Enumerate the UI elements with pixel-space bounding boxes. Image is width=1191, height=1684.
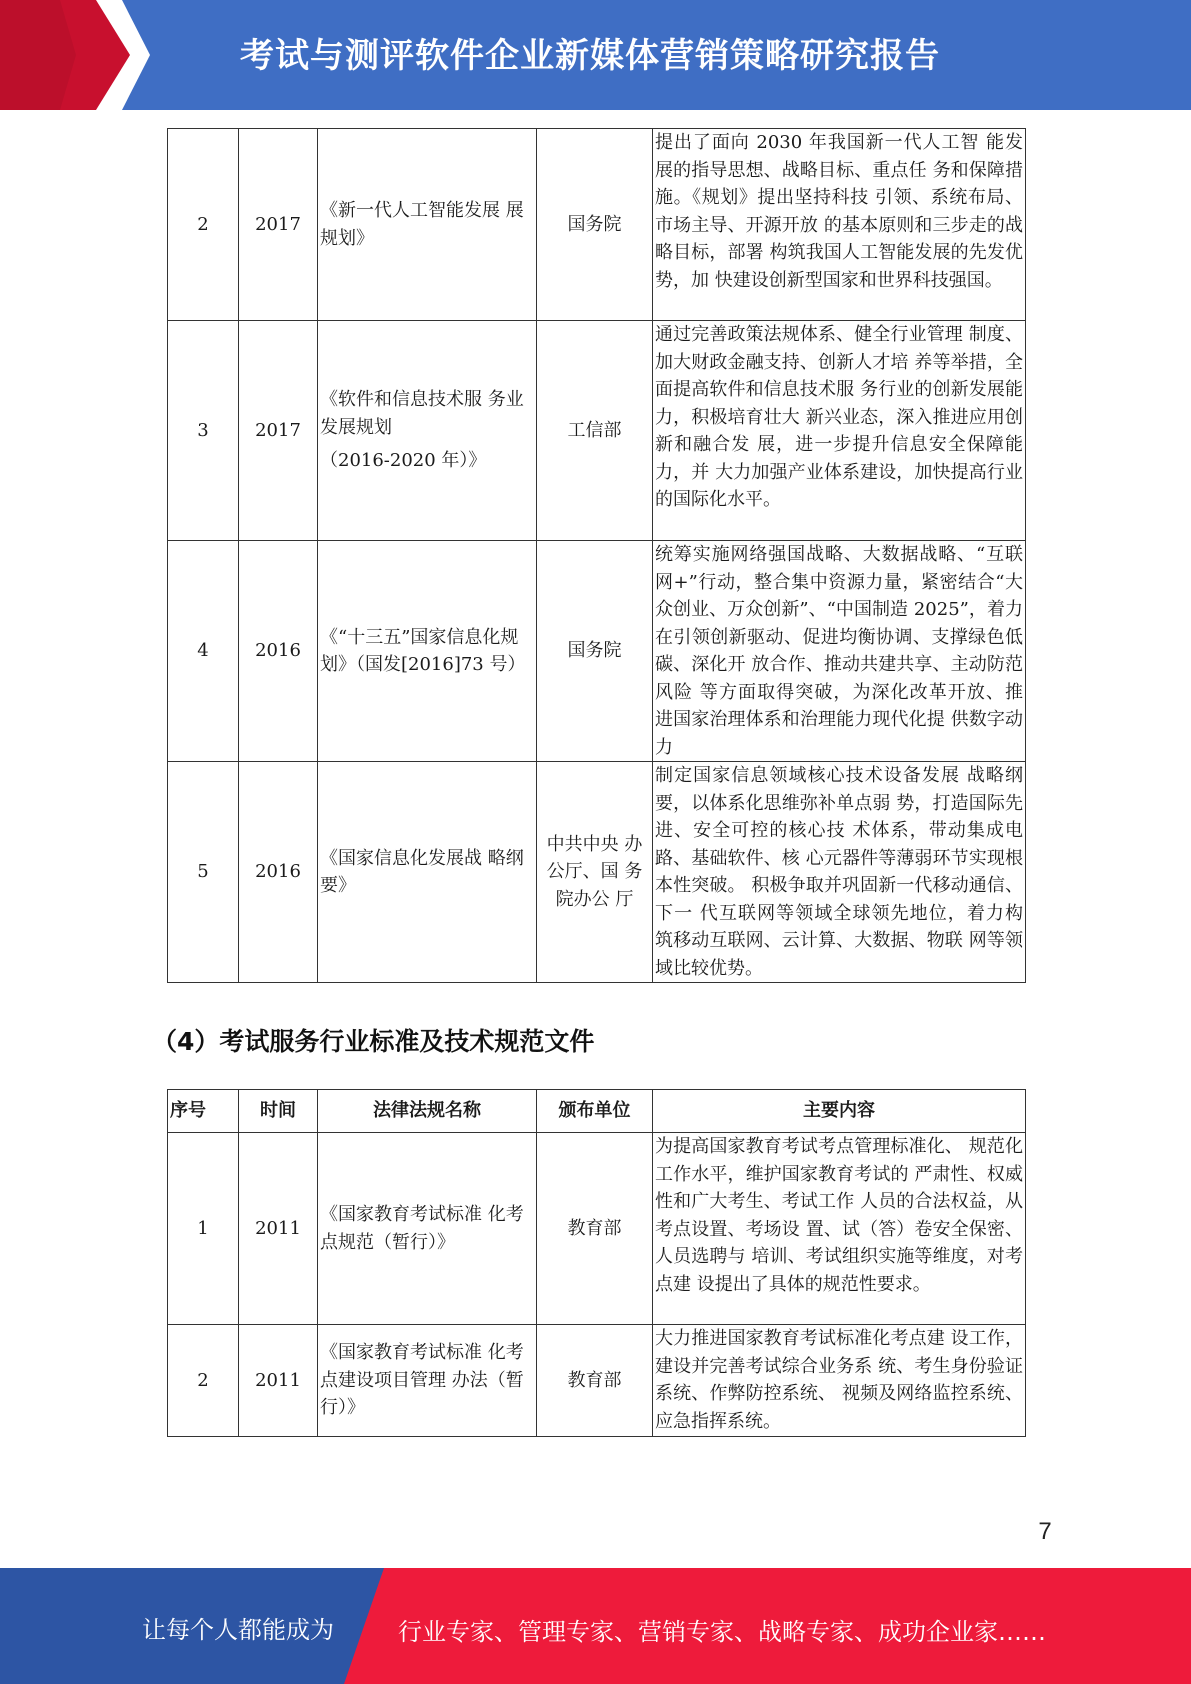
footer-slogan-left: 让每个人都能成为 [142, 1616, 334, 1644]
header-content: 主要内容 [653, 1090, 1026, 1133]
header-red-shade [0, 0, 76, 110]
row-issuer: 工信部 [537, 321, 653, 541]
row-issuer: 国务院 [537, 541, 653, 762]
row-index: 4 [168, 541, 239, 762]
row-index: 3 [168, 321, 239, 541]
row-policy-name: 《国家教育考试标准 化考点规范（暂行）》 [318, 1133, 537, 1325]
table-row [168, 762, 1026, 983]
page-number: 7 [1038, 1518, 1052, 1545]
row-content: 统筹实施网络强国战略、大数据战略、“互联网+”行动，整合集中资源力量，紧密结合“大众创业、万众创新”、“中国制造 2025”，着力在引领创新驱动、促进均衡协调、支撑绿色低碳、深化开 放合作、推动共建共享、主动防范风险 等方面取得突破，为深化改革开放、推 进国家治理体系和治理能力现代化提 供数字动力 [653, 541, 1026, 762]
row-content: 为提高国家教育考试考点管理标准化、 规范化工作水平，维护国家教育考试的 严肃性、权威性和广大考生、考试工作 人员的合法权益，从考点设置、考场设 置、试（答）卷安全保密、人员选聘与 培训、考试组织实施等维度，对考点建 设提出了具体的规范性要求。 [653, 1133, 1026, 1325]
row-content: 制定国家信息领域核心技术设备发展 战略纲要，以体系化思维弥补单点弱 势，打造国际先进、安全可控的核心技 术体系，带动集成电路、基础软件、核 心元器件等薄弱环节实现根本性突破。 积极争取并巩固新一代移动通信、下一 代互联网等领域全球领先地位，着力构 筑移动互联网、云计算、大数据、物联 网等领域比较优势。 [653, 762, 1026, 983]
table-row [168, 1325, 1026, 1437]
report-title: 考试与测评软件企业新媒体营销策略研究报告 [240, 36, 940, 76]
row-content: 提出了面向 2030 年我国新一代人工智 能发展的指导思想、战略目标、重点任 务和保障措施。《规划》提出坚持科技 引领、系统布局、市场主导、开源开放 的基本原则和三步走的战略目标，部署 构筑我国人工智能发展的先发优势，加 快建设创新型国家和世界科技强国。 [653, 129, 1026, 321]
row-policy-name-line2: （2016-2020 年）》 [320, 450, 487, 472]
row-content: 大力推进国家教育考试标准化考点建 设工作，建设并完善考试综合业务系 统、考生身份验证系统、作弊防控系统、 视频及网络监控系统、应急指挥系统。 [653, 1325, 1026, 1437]
row-year: 2011 [239, 1133, 318, 1325]
table-row [168, 1133, 1026, 1325]
row-policy-name: 《国家教育考试标准 化考点建设项目管理 办法（暂行）》 [318, 1325, 537, 1437]
row-year: 2016 [239, 762, 318, 983]
row-policy-name: 《“十三五”国家信息化规划》（国发[2016]73 号） [318, 541, 537, 762]
row-year: 2017 [239, 321, 318, 541]
table-row [168, 129, 1026, 321]
header-issuer: 颁布单位 [537, 1090, 653, 1133]
row-issuer: 中共中央 办公厅、国 务院办公 厅 [537, 762, 653, 983]
row-content: 通过完善政策法规体系、健全行业管理 制度、加大财政金融支持、创新人才培 养等举措，全面提高软件和信息技术服 务行业的创新发展能力，积极培育壮大 新兴业态，深入推进应用创新和融合发 展，进一步提升信息安全保障能力，并 大力加强产业体系建设，加快提高行业 的国际化水平。 [653, 321, 1026, 541]
header-index: 序号 [168, 1090, 239, 1133]
row-policy-name: 《国家信息化发展战 略纲要》 [318, 762, 537, 983]
section-heading: （4）考试服务行业标准及技术规范文件 [152, 1027, 595, 1056]
row-policy-name: 《新一代人工智能发展 展规划》 [318, 129, 537, 321]
row-index: 2 [168, 129, 239, 321]
footer-slogan-right: 行业专家、管理专家、营销专家、战略专家、成功企业家…… [398, 1618, 1046, 1646]
row-index: 1 [168, 1133, 239, 1325]
standards-table [167, 1089, 1026, 1437]
row-index: 5 [168, 762, 239, 983]
row-policy-name-line1: 《软件和信息技术服 务业发展规划 [320, 389, 524, 438]
row-year: 2011 [239, 1325, 318, 1437]
page-header-band [0, 0, 1191, 110]
row-year: 2016 [239, 541, 318, 762]
table-row [168, 541, 1026, 762]
row-index: 2 [168, 1325, 239, 1437]
row-issuer: 教育部 [537, 1133, 653, 1325]
header-year: 时间 [239, 1090, 318, 1133]
row-year: 2017 [239, 129, 318, 321]
row-issuer: 国务院 [537, 129, 653, 321]
header-name: 法律法规名称 [318, 1090, 537, 1133]
table-header-row [168, 1090, 1026, 1133]
page-footer-band [0, 1568, 1191, 1684]
row-issuer: 教育部 [537, 1325, 653, 1437]
row-policy-name [318, 321, 537, 541]
policy-table-continued [167, 128, 1026, 983]
table-row [168, 321, 1026, 541]
